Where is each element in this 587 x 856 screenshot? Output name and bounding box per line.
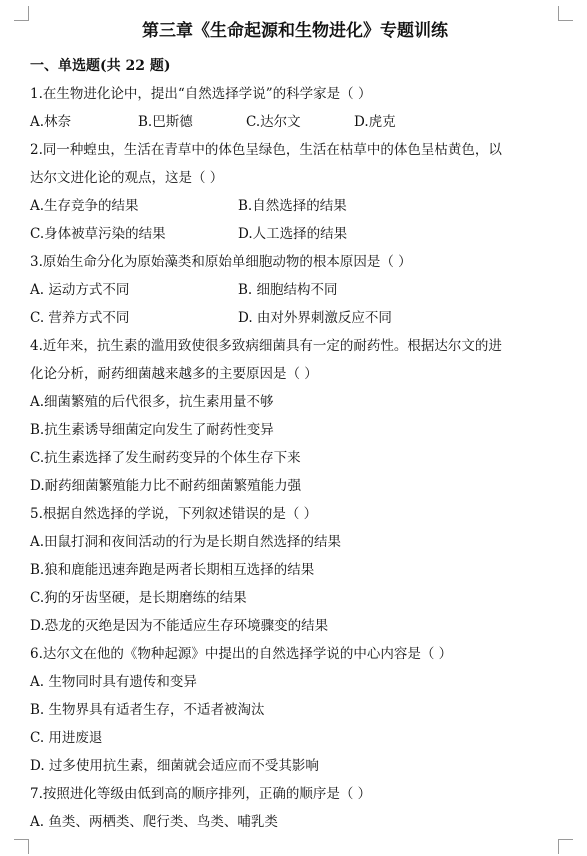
option-a: A.生存竞争的结果 [30,198,139,214]
page-corner-mark [558,6,573,21]
option-row [30,108,560,136]
option-c: C. 营养方式不同 [30,310,130,326]
question-stem: 3.原始生命分化为原始藻类和原始单细胞动物的根本原因是（ ） [30,254,412,270]
option-c: C.达尔文 [246,114,301,130]
option-a: A.田鼠打洞和夜间活动的行为是长期自然选择的结果 [30,534,342,550]
option-row [30,276,560,304]
question-stem: 4.近年来，抗生素的滥用致使很多致病细菌具有一定的耐药性。根据达尔文的进 [30,338,502,354]
option-d: D.耐药细菌繁殖能力比不耐药细菌繁殖能力强 [30,478,302,494]
option-b: B. 生物界具有适者生存，不适者被淘汰 [30,702,265,718]
question-1 [30,80,560,136]
question-7 [30,780,560,836]
option-row [30,220,560,248]
question-2 [30,136,560,248]
document-page [30,14,560,836]
document-title: 第三章《生命起源和生物进化》专题训练 [142,21,448,41]
question-6 [30,640,560,780]
question-5 [30,500,560,640]
question-stem: 6.达尔文在他的《物种起源》中提出的自然选择学说的中心内容是（ ） [30,646,453,662]
option-row [30,304,560,332]
question-stem: 5.根据自然选择的学说，下列叙述错误的是（ ） [30,506,318,522]
option-d: D.人工选择的结果 [238,226,348,242]
option-a: A. 鱼类、两栖类、爬行类、鸟类、哺乳类 [30,814,278,830]
option-a: A.细菌繁殖的后代很多，抗生素用量不够 [30,394,274,410]
option-c: C.身体被草污染的结果 [30,226,166,242]
option-a: A.林奈 [30,114,72,130]
option-c: C.抗生素选择了发生耐药变异的个体生存下来 [30,450,301,466]
question-stem: 2.同一种蝗虫，生活在青草中的体色呈绿色，生活在枯草中的体色呈枯黄色，以 [30,142,502,158]
page-corner-mark [14,839,29,854]
option-b: B.自然选择的结果 [238,198,347,214]
option-d: D. 过多使用抗生素，细菌就会适应而不受其影响 [30,758,319,774]
question-stem: 1.在生物进化论中，提出“自然选择学说”的科学家是（ ） [30,86,372,102]
question-3 [30,248,560,332]
option-b: B.狼和鹿能迅速奔跑是两者长期相互选择的结果 [30,562,315,578]
option-b: B.巴斯德 [138,114,193,130]
option-a: A. 运动方式不同 [30,282,130,298]
option-d: D.虎克 [354,114,396,130]
option-b: B. 细胞结构不同 [238,282,338,298]
option-b: B.抗生素诱导细菌定向发生了耐药性变异 [30,422,274,438]
question-stem-continued: 化论分析，耐药细菌越来越多的主要原因是（ ） [30,366,318,382]
option-row [30,192,560,220]
page-corner-mark [14,6,29,21]
page-corner-mark [558,839,573,854]
option-d: D.恐龙的灭绝是因为不能适应生存环境骤变的结果 [30,618,329,634]
question-4 [30,332,560,500]
option-d: D. 由对外界刺激反应不同 [238,310,392,326]
section-heading: 一、单选题(共 22 题) [30,58,171,74]
question-stem: 7.按照进化等级由低到高的顺序排列，正确的顺序是（ ） [30,786,372,802]
question-stem-continued: 达尔文进化论的观点，这是（ ） [30,170,224,186]
option-c: C. 用进废退 [30,730,103,746]
option-a: A. 生物同时具有遗传和变异 [30,674,197,690]
option-c: C.狗的牙齿坚硬，是长期磨练的结果 [30,590,247,606]
